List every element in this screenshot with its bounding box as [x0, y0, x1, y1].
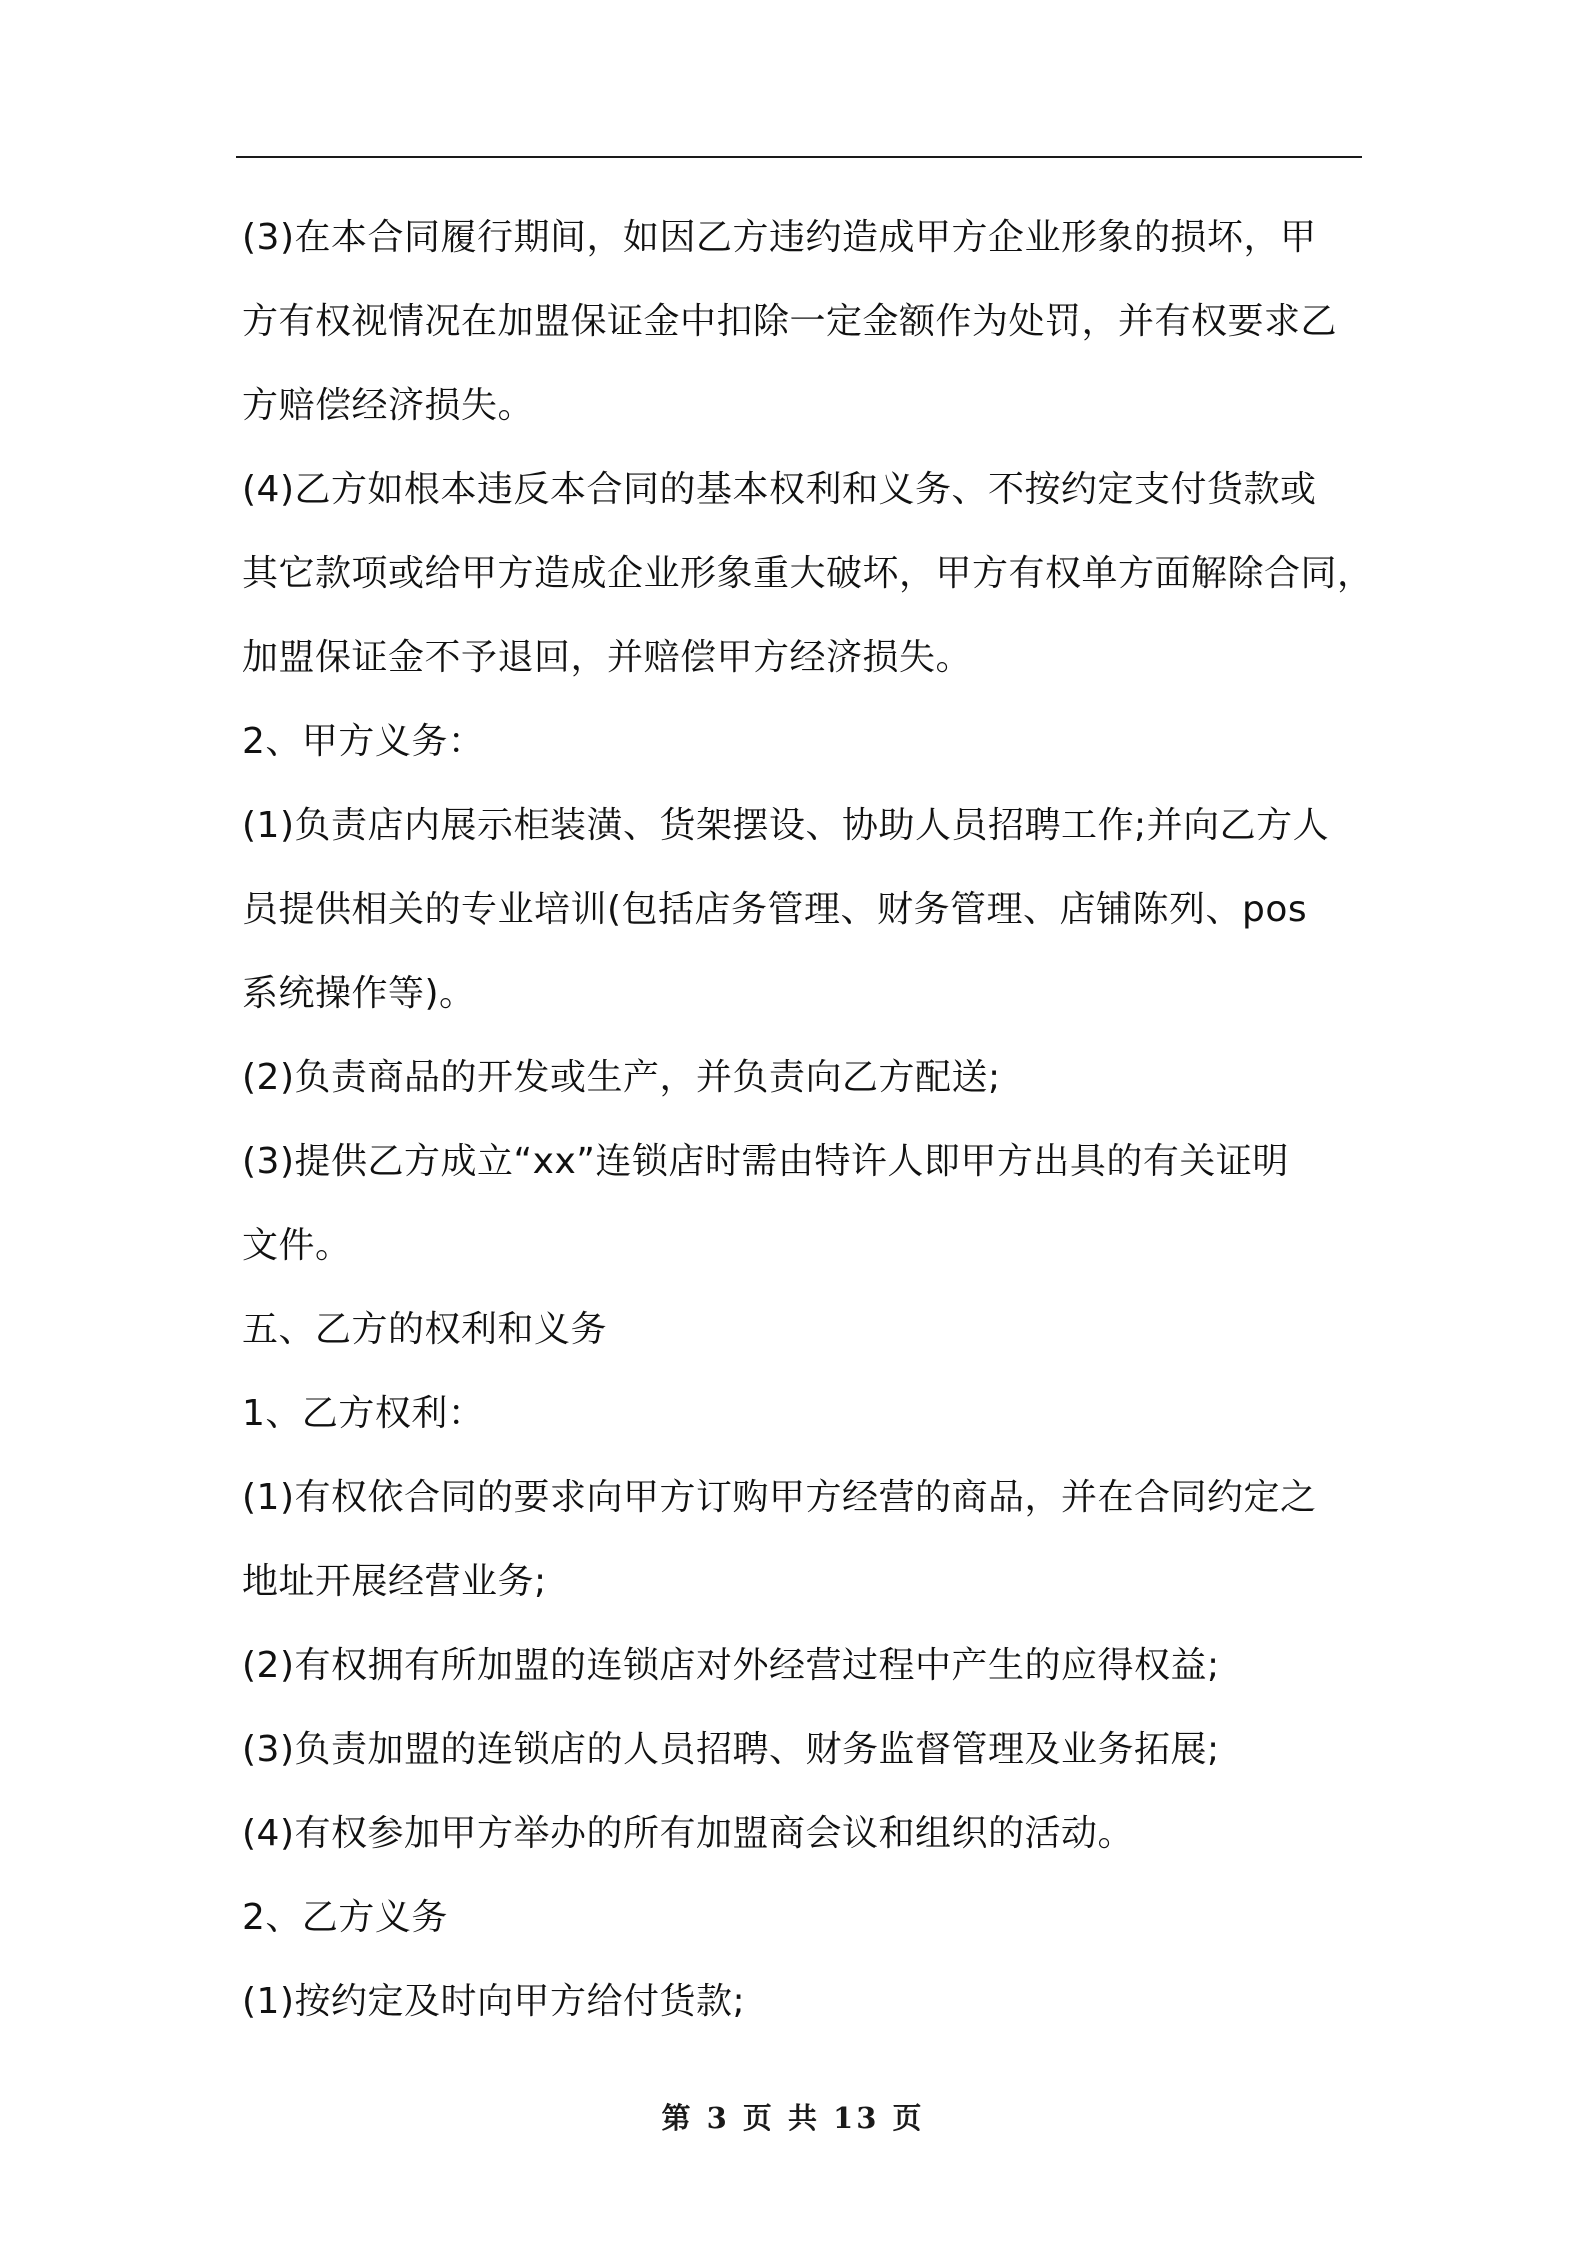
text-line: (3)负责加盟的连锁店的人员招聘、财务监督管理及业务拓展; — [242, 1729, 1220, 1770]
text-line: 其它款项或给甲方造成企业形象重大破坏，甲方有权单方面解除合同， — [242, 553, 1374, 594]
text-line: (1)按约定及时向甲方给付货款; — [242, 1981, 746, 2022]
document-body — [242, 196, 1372, 2044]
text-line: (3)在本合同履行期间，如因乙方违约造成甲方企业形象的损坏，甲 — [242, 217, 1317, 258]
section-heading: 五、乙方的权利和义务 — [242, 1309, 608, 1350]
section-heading: 2、甲方义务： — [242, 721, 485, 762]
text-line: (3)提供乙方成立“xx”连锁店时需由特许人即甲方出具的有关证明 — [242, 1141, 1289, 1182]
section-heading: 1、乙方权利： — [242, 1393, 485, 1434]
text-line: (1)有权依合同的要求向甲方订购甲方经营的商品，并在合同约定之 — [242, 1477, 1317, 1518]
text-line: (2)负责商品的开发或生产，并负责向乙方配送; — [242, 1057, 1001, 1098]
page-number-footer: 第 3 页 共 13 页 — [661, 2101, 925, 2135]
text-line: (2)有权拥有所加盟的连锁店对外经营过程中产生的应得权益; — [242, 1645, 1220, 1686]
text-line: 方有权视情况在加盟保证金中扣除一定金额作为处罚，并有权要求乙 — [242, 301, 1338, 342]
text-line: (1)负责店内展示柜装潢、货架摆设、协助人员招聘工作;并向乙方人 — [242, 805, 1330, 846]
text-line: 系统操作等)。 — [242, 973, 476, 1014]
text-line: 加盟保证金不予退回，并赔偿甲方经济损失。 — [242, 637, 973, 678]
text-line: 方赔偿经济损失。 — [242, 385, 535, 426]
text-line: 员提供相关的专业培训(包括店务管理、财务管理、店铺陈列、pos — [242, 889, 1308, 930]
header-rule — [236, 156, 1362, 158]
section-heading: 2、乙方义务 — [242, 1897, 448, 1938]
text-line: 地址开展经营业务; — [242, 1561, 547, 1602]
text-line: (4)乙方如根本违反本合同的基本权利和义务、不按约定支付货款或 — [242, 469, 1317, 510]
text-line: (4)有权参加甲方举办的所有加盟商会议和组织的活动。 — [242, 1813, 1134, 1854]
text-line: 文件。 — [242, 1225, 352, 1266]
